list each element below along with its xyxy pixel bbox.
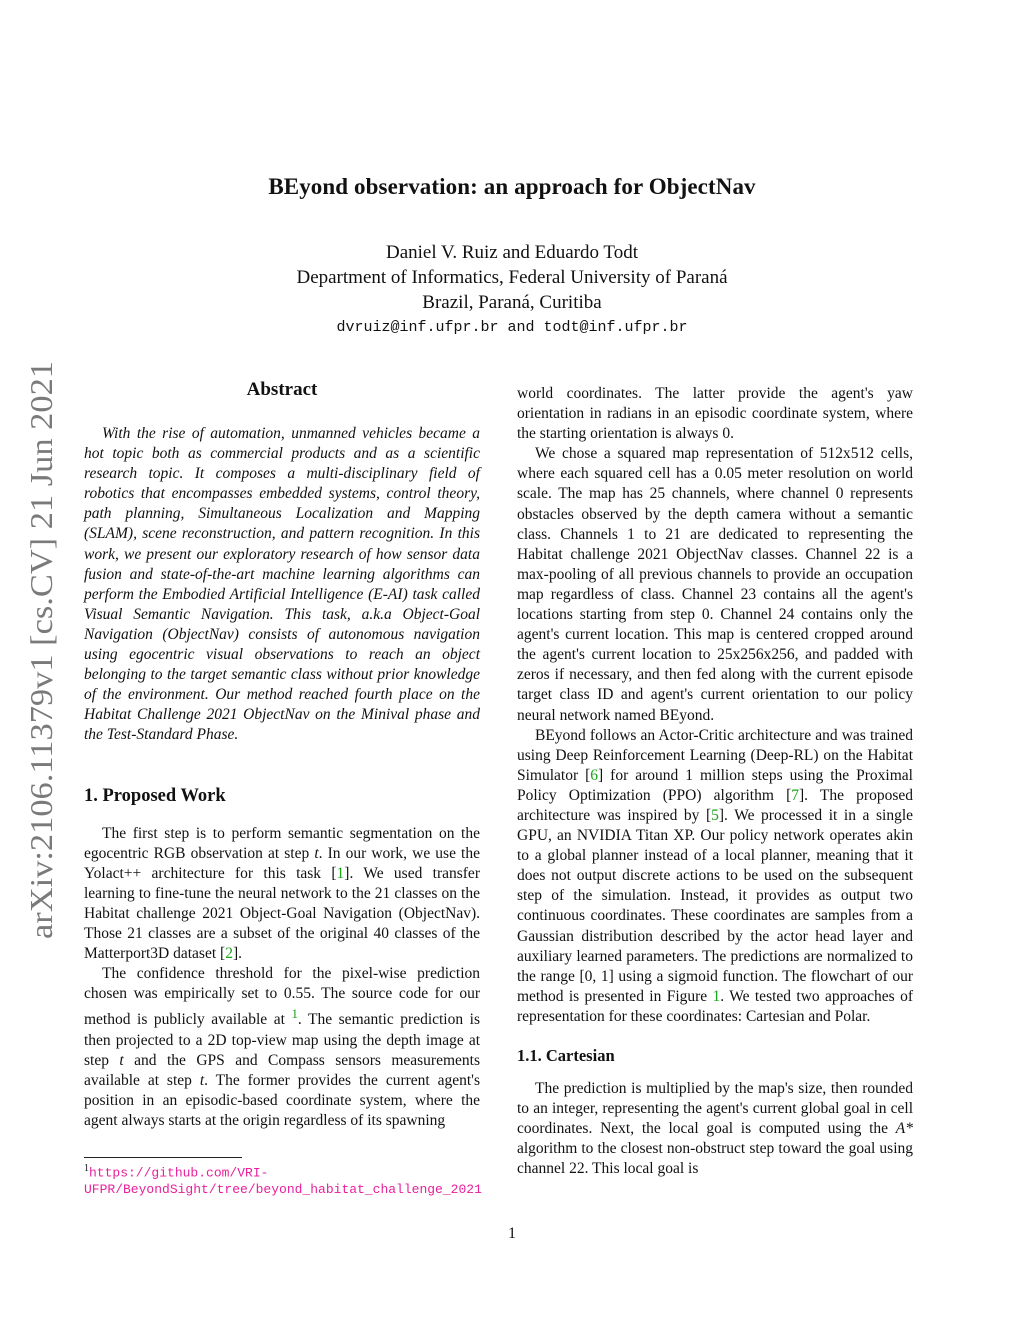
subsection-heading: 1.1. Cartesian	[517, 1046, 615, 1065]
left-column	[84, 378, 480, 1131]
citation-link[interactable]: 5	[711, 806, 719, 824]
footnote	[84, 1160, 484, 1198]
text-run: . The semantic prediction is then projected to a 2D top-view map using the depth image at step	[84, 1011, 480, 1069]
text-run: BEyond follows an Actor-Critic architecture and was trained using Deep Reinforcement Learning (Deep-RL) on the Habitat Simulator [	[517, 726, 913, 784]
citation-link[interactable]: 2	[225, 945, 233, 963]
text-run: and the GPS and Compass sensors measurements available at step	[84, 1051, 480, 1089]
abstract-heading: Abstract	[246, 379, 318, 400]
text-run: The confidence threshold for the pixel-wise prediction chosen was empirically set to 0.55. The source code for our method is publicly available at	[84, 965, 480, 1029]
citation-link[interactable]: 1	[336, 864, 345, 882]
text-run: using a sigmoid function. The flowchart of our method is presented in Figure	[517, 967, 914, 1005]
text-run: The first step is to perform semantic segmentation on the egocentric RGB observation at step	[84, 824, 480, 862]
paragraph: We chose a squared map representation of 512x512 cells, where each squared cell has a 0.05 meter resolution on world scale. The map has 25 channels, where channel 0 represents obstacles observed by the depth camera without a semantic class. Channels 1 to 21 are dedicated to representing the Habitat challenge 2021 ObjectNav classes. Channel 22 is a max-pooling of all previous channels to provide an occupation map regardless of class. Channel 23 contains all the agent's locations starting from step 0. Channel 24 contains only the agent's current location. This map is centered cropped around the agent's current location to 25x256x256, and padded with zeros if necessary, and then fed along with the current episode target class ID and agent's current orientation to our policy neural network named BEyond.	[517, 445, 913, 724]
author-affiliation: Department of Informatics, Federal University of Paraná	[296, 267, 728, 288]
right-column	[517, 384, 913, 1179]
text-run: . In our work, we use the Yolact++ architecture for this task [	[84, 844, 480, 882]
page-number: 1	[508, 1225, 516, 1242]
citation-link[interactable]: 7	[791, 786, 799, 804]
text-run: . We tested two approaches of representation for these coordinates: Cartesian and Polar.	[517, 987, 913, 1025]
author-names: Daniel V. Ruiz and Eduardo Todt	[386, 242, 638, 263]
text-run: The prediction is multiplied by the map's size, then rounded to an integer, representing the agent's current global goal in cell coordinates. Next, the local goal is computed using the	[517, 1080, 913, 1138]
figure-link[interactable]: 1	[712, 987, 721, 1005]
math-var: A*	[895, 1120, 913, 1138]
paragraph	[84, 824, 480, 965]
math-range: [0, 1]	[579, 967, 614, 985]
math-var: t	[199, 1071, 205, 1089]
abstract-body: With the rise of automation, unmanned vehicles became a hot topic both as commercial products and as a scientific research topic. It composes a multi-disciplinary field of robotics that encompasses embedded systems, control theory, path planning, Simultaneous Localization and Mapping (SLAM), scene reconstruction, and pattern recognition. In this work, we present our exploratory research of how sensor data fusion and state-of-the-art machine learning algorithms can perform the Embodied Artificial Intelligence (E-AI) task called Visual Semantic Navigation. This task, a.k.a Object-Goal Navigation (ObjectNav) consists of autonomous navigation using egocentric visual observations to reach an object belonging to the target semantic class without prior knowledge of the environment. Our method reached fourth place on the Habitat Challenge 2021 ObjectNav on the Minival phase and the Test-Standard Phase.	[84, 425, 480, 744]
author-emails[interactable]: dvruiz@inf.ufpr.br and todt@inf.ufpr.br	[336, 319, 688, 336]
author-block	[0, 240, 1024, 339]
text-run: ] for around 1 million steps using the Proximal Policy Optimization (PPO) algorithm [	[517, 766, 913, 804]
paper-title: BEyond observation: an approach for ObjectNav	[268, 174, 756, 199]
author-location: Brazil, Paraná, Curitiba	[422, 292, 602, 313]
arxiv-stamp	[18, 360, 62, 940]
arxiv-stamp-text: arXiv:2106.11379v1 [cs.CV] 21 Jun 2021	[23, 401, 59, 939]
paragraph	[84, 964, 480, 1131]
citation-link[interactable]: 6	[590, 766, 599, 784]
text-run: ]. We used transfer learning to fine-tune the neural network to the 21 classes on the Habitat challenge 2021 Object-Goal Navigation (ObjectNav). Those 21 classes are a subset of the original 40 classes of the Matterport3D dataset [	[84, 864, 480, 963]
text-run: ]. The proposed architecture was inspired by [	[517, 786, 914, 824]
math-var: t	[314, 844, 319, 862]
footnote-link[interactable]: 1	[291, 1006, 298, 1022]
section-heading: 1. Proposed Work	[84, 785, 226, 806]
text-run: ]. We processed it in a single GPU, an NVIDIA Titan XP. Our policy network operates akin to a global planner instead of a local planner, meaning that it does not output discrete actions to be used on the subsequent step of the simulation. Instead, it provides as output two continuous coordinates. These coordinates are samples from a Gaussian distribution described by the actor head layer and auxiliary learned parameters. The predictions are normalized to the range	[517, 806, 913, 985]
paragraph: world coordinates. The latter provide the agent's yaw orientation in radians in an episodic coordinate system, where the starting orientation is always 0.	[517, 385, 913, 443]
text-run: ].	[232, 945, 242, 963]
paragraph	[517, 726, 913, 1027]
math-var: t	[119, 1051, 124, 1069]
footnote-url[interactable]: https://github.com/VRI-UFPR/BeyondSight/tree/beyond_habitat_challenge_2021	[84, 1165, 482, 1198]
footnote-rule	[84, 1157, 242, 1158]
text-run: . The former provides the current agent's position in an episodic-based coordinate system, where the agent always starts at the origin regardless of its spawning	[84, 1071, 481, 1129]
text-run: algorithm to the closest non-obstruct step toward the goal using channel 22. This local goal is	[517, 1140, 913, 1178]
paragraph	[517, 1079, 913, 1179]
footnote-mark: 1	[84, 1163, 89, 1174]
